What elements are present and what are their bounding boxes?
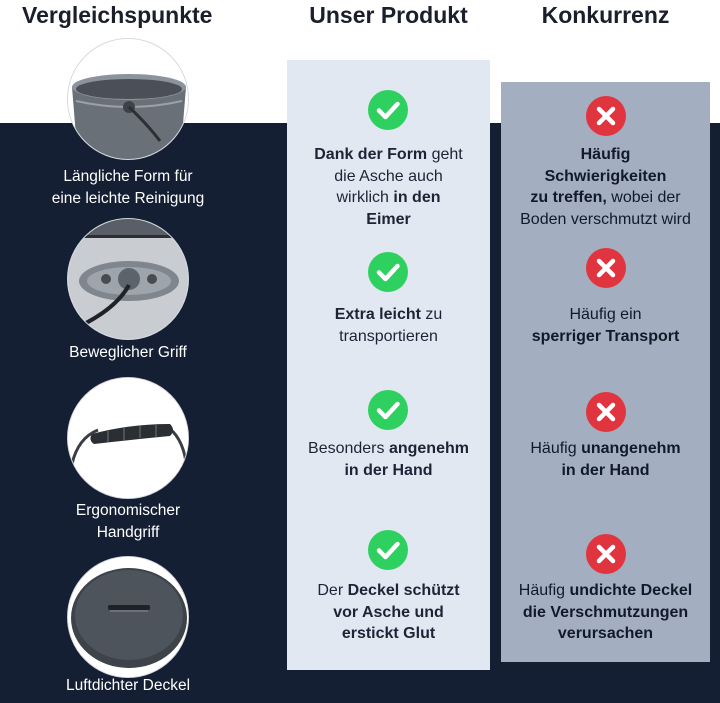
text-line (287, 326, 490, 348)
text-line (287, 166, 490, 188)
text-run: wobei der (606, 189, 681, 206)
text-line (501, 580, 710, 602)
text-line (287, 187, 490, 209)
bold-run: verursachen (557, 625, 654, 642)
bold-run: Eimer (366, 210, 411, 228)
text-line (501, 460, 710, 482)
wooden-grip-photo (67, 377, 189, 499)
text-line (501, 304, 710, 326)
text-line (287, 438, 490, 460)
bold-run: Häufig (580, 146, 631, 163)
text-line (287, 144, 490, 166)
check-icon (368, 90, 408, 130)
text-run: Häufig (518, 582, 570, 599)
our-product-column (287, 60, 490, 670)
text-run: Häufig (530, 440, 582, 457)
caption-line: Luftdichter Deckel (65, 677, 191, 694)
caption-line: Handgriff (96, 524, 160, 541)
ours-text-2 (287, 304, 490, 347)
text-run: transportieren (339, 327, 438, 345)
bold-run: in der Hand (561, 461, 650, 479)
criteria-caption-4 (0, 675, 256, 697)
text-run: wirklich (336, 189, 394, 206)
bold-run: vor Asche und (333, 603, 444, 621)
text-line (501, 166, 710, 188)
text-run: Besonders (308, 440, 389, 457)
bold-run: die Verschmutzungen (522, 603, 689, 621)
check-icon (368, 252, 408, 292)
competitor-heading: Konkurrenz (541, 2, 670, 28)
criteria-heading: Vergleichspunkte (22, 2, 213, 28)
text-line (287, 209, 490, 231)
bucket-top-photo (67, 38, 189, 160)
bold-run: Dank der Form (314, 146, 428, 163)
bold-run: unangenehm (581, 440, 681, 457)
competitor-text-4 (501, 580, 710, 645)
text-run: zu (420, 306, 443, 323)
oval-lid-photo (67, 556, 189, 678)
cross-icon (586, 534, 626, 574)
caption-line: eine leichte Reinigung (51, 190, 205, 207)
cross-icon (586, 96, 626, 136)
competitor-text-1 (501, 144, 710, 230)
bold-run: Extra leicht (334, 306, 421, 323)
text-run: Boden verschmutzt wird (520, 210, 691, 228)
bucket-handle-hinge-photo (67, 218, 189, 340)
text-line (501, 187, 710, 209)
caption-line: Beweglicher Griff (69, 344, 187, 361)
bold-run: angenehm (388, 440, 469, 457)
text-line (501, 438, 710, 460)
bold-run: erstickt Glut (341, 625, 436, 642)
text-line (287, 623, 490, 645)
caption-line: Längliche Form für (63, 168, 193, 185)
bold-run: sperriger Transport (531, 327, 680, 345)
text-line (287, 304, 490, 326)
check-icon (368, 530, 408, 570)
bold-run: Schwierigkeiten (544, 167, 667, 185)
cross-icon (586, 248, 626, 288)
bold-run: in den (393, 189, 441, 206)
text-line (501, 623, 710, 645)
text-run: Der (317, 582, 348, 599)
text-line (287, 602, 490, 624)
caption-line: Ergonomischer (75, 502, 181, 519)
competitor-column (501, 82, 710, 662)
text-run: die Asche auch (334, 167, 443, 185)
competitor-text-3 (501, 438, 710, 481)
text-line (501, 602, 710, 624)
text-run: geht (427, 146, 463, 163)
check-icon (368, 390, 408, 430)
ours-text-1 (287, 144, 490, 230)
our-product-heading: Unser Produkt (309, 2, 468, 28)
text-line (501, 209, 710, 231)
text-run: Häufig ein (569, 306, 642, 323)
criteria-caption-2 (0, 342, 256, 364)
competitor-text-2 (501, 304, 710, 347)
bold-run: zu treffen, (530, 189, 607, 206)
bold-run: undichte Deckel (569, 582, 693, 599)
bold-run: Deckel schützt (347, 582, 460, 599)
cross-icon (586, 392, 626, 432)
text-line (501, 326, 710, 348)
ours-text-4 (287, 580, 490, 645)
ours-text-3 (287, 438, 490, 481)
text-line (501, 144, 710, 166)
bold-run: in der Hand (344, 461, 433, 479)
criteria-caption-3 (0, 500, 256, 544)
text-line (287, 460, 490, 482)
text-line (287, 580, 490, 602)
criteria-caption-1 (0, 166, 256, 210)
